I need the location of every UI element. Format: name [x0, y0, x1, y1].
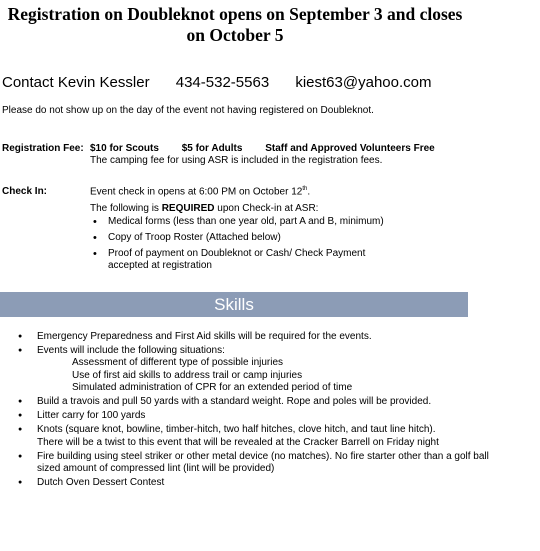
contact-line: [2, 74, 431, 92]
list-item: ● Emergency Preparedness and First Aid skills will be required for the events.: [37, 331, 489, 343]
list-item: ● Knots (square knot, bowline, timber-hitch, two half hitches, clove hitch, and taut line hitch). There will be a twist to this event that will be revealed at the Cracker Barrell on Friday night: [37, 424, 462, 448]
fee-staff: Staff and Approved Volunteers Free: [265, 143, 435, 154]
fee-scouts: $10 for Scouts: [90, 143, 159, 154]
contact-phone: 434-532-5563: [175, 74, 270, 91]
fee-label: Registration Fee:: [2, 143, 84, 154]
list-item: ● Build a travois and pull 50 yards with a standard weight. Rope and poles will be provided.: [37, 396, 489, 408]
check-in-section: [2, 186, 472, 276]
contact-name: Contact Kevin Kessler: [2, 74, 150, 91]
list-item: • Copy of Troop Roster (Attached below): [108, 232, 472, 244]
registration-fee-section: [2, 143, 472, 167]
contact-email[interactable]: kiest63@yahoo.com: [295, 74, 432, 91]
list-item: • Medical forms (less than one year old, part A and B, minimum): [108, 216, 472, 228]
registration-note: Please do not show up on the day of the event not having registered on Doubleknot.: [2, 105, 374, 116]
page-title: Registration on Doubleknot opens on September 3 and closes on October 5: [7, 4, 463, 45]
required-intro: The following is REQUIRED upon Check-in at ASR:: [90, 202, 319, 214]
list-item: ● Dutch Oven Dessert Contest: [37, 477, 489, 489]
list-item: ● Events will include the following situations: Assessment of different type of possible injuries Use of first aid skills to address trail or camp injuries Simulated administration of CPR for an extended period of time: [37, 345, 489, 394]
skills-heading: Skills: [0, 292, 468, 317]
list-item: ● Litter carry for 100 yards: [37, 410, 489, 422]
required-list: [90, 216, 472, 273]
situation-item: Assessment of different type of possible injuries: [72, 357, 284, 369]
check-in-opens: Event check in opens at 6:00 PM on October 12th.: [90, 186, 311, 198]
list-item: • Proof of payment on Doubleknot or Cash/ Check Payment accepted at registration: [108, 248, 408, 272]
check-in-label: Check In:: [2, 186, 48, 197]
camping-fee-note: The camping fee for using ASR is included in the registration fees.: [90, 155, 383, 167]
situation-item: Simulated administration of CPR for an extended period of time: [72, 381, 353, 393]
skills-list: [17, 331, 489, 491]
list-item: ● Fire building using steel striker or other metal device (no matches). No fire starter other than a golf ball sized amount of compressed lint (lint will be provided): [37, 451, 489, 475]
fee-adults: $5 for Adults: [181, 143, 243, 154]
situation-item: Use of first aid skills to address trail or camp injuries: [72, 369, 303, 381]
